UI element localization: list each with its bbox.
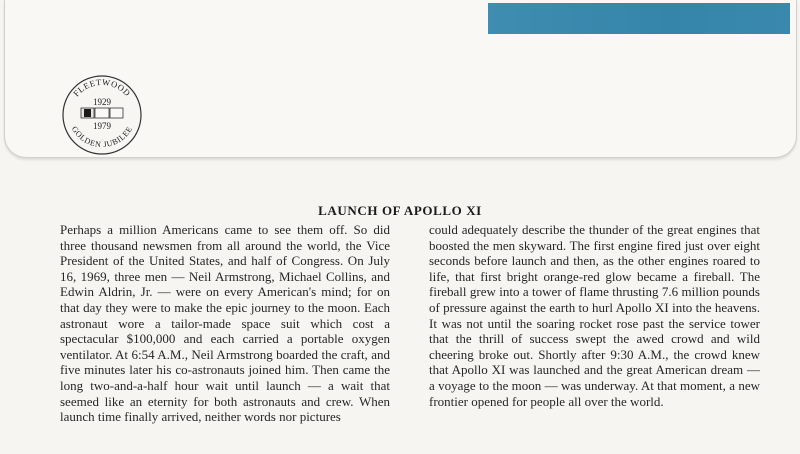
article-column-left: Perhaps a million Americans came to see them off. So did three thousand newsmen from all around the world, the Vice President of the United States, and half of Congress. On July 16, 1969, three men — Neil Armstrong, Michael Collins, and Edwin Aldrin, Jr. — were on every American's mind; for on that day they were to make the epic journey to the moon. Each astronaut wore a tailor-made space suit which cost a spectacular $100,000 and each carried a portable oxygen ventilator. At 6:54 A.M., Neil Armstrong boarded the craft, and five minutes later his co-astronauts joined him. Then came the long two-and-a-half hour wait until launch — a wait that seemed like an eternity for both astronauts and crew. When launch time finally arrived, neither words nor pictures: [60, 222, 390, 425]
seal-year-end: 1979: [93, 121, 111, 131]
seal-box-left-fill: [84, 109, 91, 117]
seal-box-mid: [95, 108, 109, 118]
seal-graphic: [60, 73, 144, 157]
seal-box-right: [110, 108, 123, 118]
blue-band: [488, 3, 790, 34]
seal-bottom-text: GOLDEN JUBILEE: [69, 124, 135, 150]
fleetwood-seal: [60, 73, 144, 157]
seal-top-text: FLEETWOOD: [71, 76, 133, 99]
article-title: LAUNCH OF APOLLO XI: [318, 203, 482, 218]
article-column-right: could adequately describe the thunder of the great engines that boosted the men skyward. The first engine fired just over eight seconds before launch and then, as the other engines roared to life, that first bright orange-red glow became a fireball. The fireball grew into a tower of flame thrusting 7.6 million pounds of pressure against the earth to hurl Apollo XI into the heavens. It was not until the soaring rocket rose past the service tower that the thrill of success swept the awed crowd and wild cheering broke out. Shortly after 9:30 A.M., the crowd knew that Apollo XI was launched and the great American dream — a voyage to the moon — was underway. At that moment, a new frontier opened for people all over the world.: [429, 222, 760, 409]
seal-year-start: 1929: [93, 97, 111, 107]
